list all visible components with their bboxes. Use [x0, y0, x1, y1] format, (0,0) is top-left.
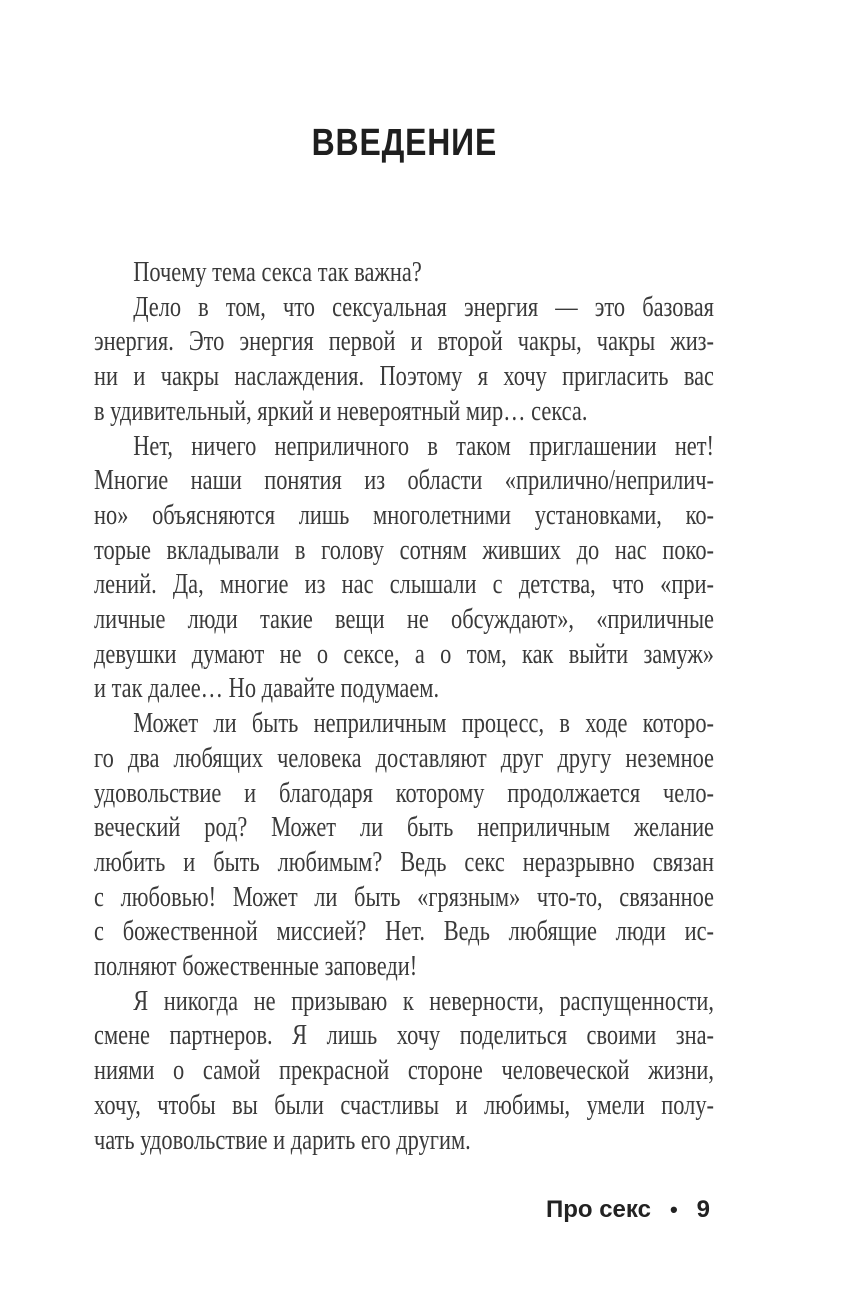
- text-line: хочу, чтобы вы были счастливы и любимы, умели полу-: [94, 1089, 714, 1121]
- text-line: энергия. Это энергия первой и второй чакры, чакры жиз-: [94, 326, 714, 358]
- paragraph: [94, 291, 714, 430]
- text-line: с любовью! Может ли быть «грязным» что-то, связанное: [94, 881, 714, 913]
- text-line: торые вкладывали в голову сотням живших до нас поко-: [94, 534, 714, 566]
- text-line: веческий род? Может ли быть неприличным желание: [94, 812, 714, 844]
- text-line: удовольствие и благодаря которому продолжается чело-: [94, 777, 714, 809]
- text-line: ни и чакры наслаждения. Поэтому я хочу пригласить вас: [94, 361, 714, 393]
- page-footer: [546, 1196, 710, 1224]
- text-line: в удивительный, яркий и невероятный мир… секса.: [94, 395, 588, 427]
- text-line: с божественной миссией? Нет. Ведь любящие люди ис-: [94, 916, 714, 948]
- text-line: Может ли быть неприличным процесс, в ходе которо-: [133, 708, 714, 740]
- running-head: Про секс: [545, 1196, 651, 1223]
- paragraph: [94, 256, 714, 291]
- chapter-title-text: ВВЕДЕНИЕ: [311, 122, 497, 164]
- text-line: го два любящих человека доставляют друг другу неземное: [94, 742, 714, 774]
- page-number: 9: [696, 1196, 710, 1223]
- text-line: Почему тема секса так важна?: [133, 257, 422, 288]
- paragraph: [94, 985, 714, 1159]
- text-line: девушки думают не о сексе, а о том, как выйти замуж»: [94, 638, 714, 670]
- text-line: личные люди такие вещи не обсуждают», «приличные: [94, 604, 714, 636]
- paragraph: [94, 707, 714, 985]
- separator-dot-icon: •: [669, 1197, 678, 1222]
- text-line: Нет, ничего неприличного в таком приглашении нет!: [133, 430, 714, 462]
- text-line: ниями о самой прекрасной стороне человеческой жизни,: [94, 1055, 714, 1087]
- text-line: полняют божественные заповеди!: [94, 951, 418, 983]
- text-line: чать удовольствие и дарить его другим.: [94, 1124, 471, 1156]
- body-text: [94, 256, 714, 1158]
- text-line: но» объясняются лишь многолетними установками, ко-: [94, 499, 714, 531]
- text-line: Я никогда не призываю к неверности, распущенности,: [133, 985, 714, 1017]
- paragraph: [94, 430, 714, 708]
- text-line: смене партнеров. Я лишь хочу поделиться своими зна-: [94, 1020, 714, 1052]
- text-line: любить и быть любимым? Ведь секс неразрывно связан: [94, 846, 714, 878]
- text-line: Дело в том, что сексуальная энергия — это базовая: [133, 291, 714, 323]
- chapter-title: [94, 122, 714, 164]
- text-line: Многие наши понятия из области «прилично/неприлич-: [94, 465, 714, 497]
- text-line: и так далее… Но давайте подумаем.: [94, 673, 440, 705]
- text-line: лений. Да, многие из нас слышали с детства, что «при-: [94, 569, 714, 601]
